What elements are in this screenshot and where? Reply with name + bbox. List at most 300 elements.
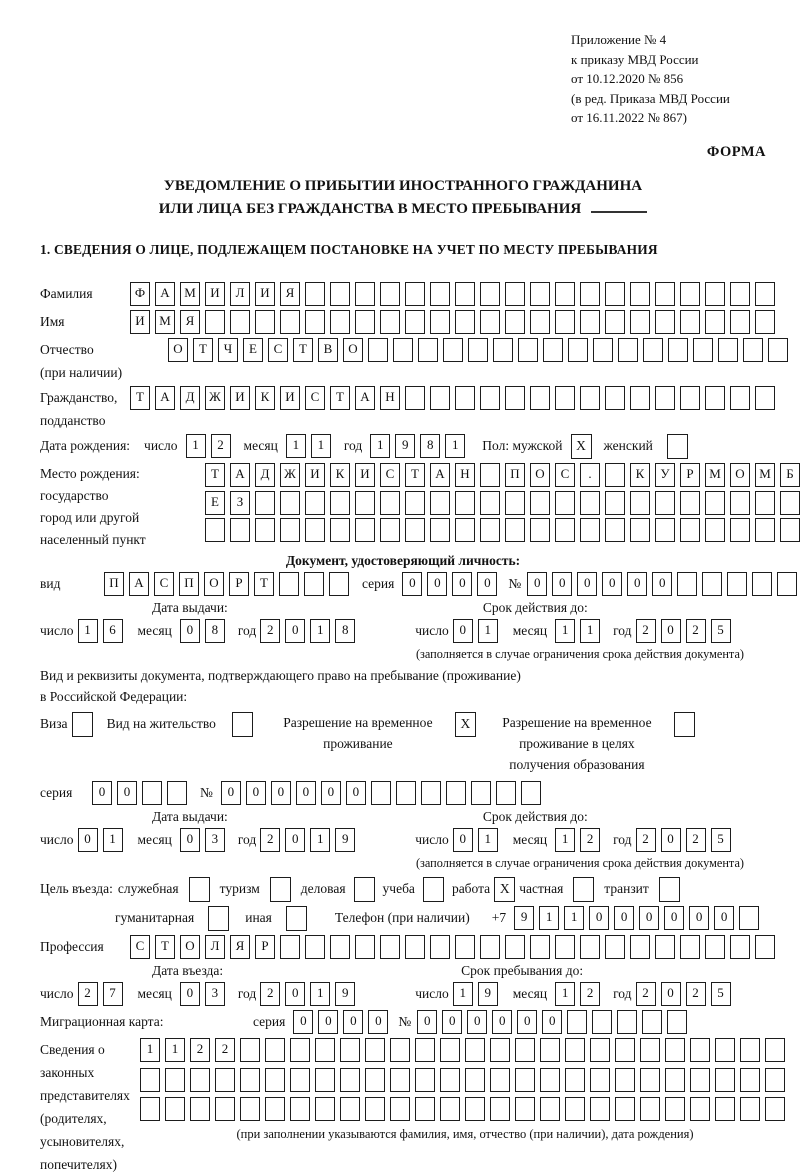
char-box[interactable] xyxy=(755,310,775,334)
char-box[interactable] xyxy=(455,386,475,410)
char-box[interactable]: 1 xyxy=(555,619,575,643)
char-box[interactable] xyxy=(555,282,575,306)
char-box[interactable]: П xyxy=(179,572,199,596)
char-box[interactable]: Т xyxy=(293,338,313,362)
char-box[interactable]: 8 xyxy=(335,619,355,643)
char-box[interactable] xyxy=(480,518,500,542)
char-box[interactable]: 0 xyxy=(552,572,572,596)
char-box[interactable]: 9 xyxy=(335,828,355,852)
char-box[interactable] xyxy=(505,491,525,515)
char-box[interactable]: 1 xyxy=(165,1038,185,1062)
char-box[interactable] xyxy=(355,518,375,542)
char-box[interactable] xyxy=(480,935,500,959)
char-box[interactable]: 1 xyxy=(310,982,330,1006)
char-box[interactable]: 2 xyxy=(78,982,98,1006)
char-box[interactable]: 0 xyxy=(92,781,112,805)
char-box[interactable] xyxy=(430,935,450,959)
char-box[interactable] xyxy=(690,1038,710,1062)
char-box[interactable] xyxy=(605,518,625,542)
char-box[interactable] xyxy=(640,1068,660,1092)
char-box[interactable] xyxy=(565,1038,585,1062)
char-box[interactable] xyxy=(567,1010,587,1034)
char-box[interactable] xyxy=(690,1097,710,1121)
char-box[interactable] xyxy=(505,935,525,959)
char-box[interactable] xyxy=(290,1068,310,1092)
char-box[interactable] xyxy=(440,1038,460,1062)
char-box[interactable] xyxy=(140,1097,160,1121)
char-box[interactable] xyxy=(490,1097,510,1121)
char-box[interactable]: 0 xyxy=(452,572,472,596)
char-box[interactable]: 2 xyxy=(686,619,706,643)
char-box[interactable] xyxy=(530,282,550,306)
char-box[interactable]: О xyxy=(168,338,188,362)
char-box[interactable] xyxy=(680,282,700,306)
char-box[interactable] xyxy=(780,518,800,542)
char-box[interactable]: К xyxy=(330,463,350,487)
char-box[interactable]: 0 xyxy=(318,1010,338,1034)
char-box[interactable] xyxy=(780,491,800,515)
char-box[interactable] xyxy=(555,310,575,334)
char-box[interactable]: 1 xyxy=(555,982,575,1006)
char-box[interactable]: 0 xyxy=(542,1010,562,1034)
char-box[interactable]: Н xyxy=(380,386,400,410)
char-box[interactable]: Т xyxy=(405,463,425,487)
char-box[interactable] xyxy=(480,282,500,306)
char-box[interactable] xyxy=(465,1068,485,1092)
char-box[interactable] xyxy=(365,1038,385,1062)
purpose-tourism-checkbox[interactable] xyxy=(270,877,291,902)
char-box[interactable] xyxy=(330,518,350,542)
char-box[interactable]: 1 xyxy=(478,619,498,643)
char-box[interactable]: 1 xyxy=(186,434,206,458)
char-box[interactable] xyxy=(668,338,688,362)
char-box[interactable] xyxy=(329,572,349,596)
char-box[interactable]: 1 xyxy=(78,619,98,643)
char-box[interactable] xyxy=(230,310,250,334)
char-box[interactable] xyxy=(480,386,500,410)
char-box[interactable]: 2 xyxy=(190,1038,210,1062)
char-box[interactable] xyxy=(280,518,300,542)
char-box[interactable] xyxy=(593,338,613,362)
char-box[interactable] xyxy=(555,935,575,959)
char-box[interactable] xyxy=(455,310,475,334)
char-box[interactable]: С xyxy=(154,572,174,596)
char-box[interactable] xyxy=(630,935,650,959)
char-box[interactable] xyxy=(665,1038,685,1062)
char-box[interactable]: М xyxy=(155,310,175,334)
char-box[interactable] xyxy=(505,282,525,306)
char-box[interactable] xyxy=(580,282,600,306)
char-box[interactable] xyxy=(430,518,450,542)
char-box[interactable] xyxy=(615,1068,635,1092)
char-box[interactable] xyxy=(680,386,700,410)
char-box[interactable]: Я xyxy=(230,935,250,959)
char-box[interactable] xyxy=(255,518,275,542)
char-box[interactable]: Ф xyxy=(130,282,150,306)
char-box[interactable]: 1 xyxy=(311,434,331,458)
char-box[interactable] xyxy=(315,1038,335,1062)
char-box[interactable] xyxy=(730,935,750,959)
char-box[interactable]: 0 xyxy=(664,906,684,930)
char-box[interactable] xyxy=(330,491,350,515)
char-box[interactable] xyxy=(255,491,275,515)
char-box[interactable] xyxy=(240,1097,260,1121)
char-box[interactable]: 1 xyxy=(453,982,473,1006)
char-box[interactable] xyxy=(655,282,675,306)
char-box[interactable]: 0 xyxy=(453,828,473,852)
char-box[interactable]: С xyxy=(305,386,325,410)
char-box[interactable] xyxy=(521,781,541,805)
char-box[interactable] xyxy=(615,1097,635,1121)
char-box[interactable]: 0 xyxy=(417,1010,437,1034)
char-box[interactable] xyxy=(505,386,525,410)
purpose-study-checkbox[interactable] xyxy=(423,877,444,902)
char-box[interactable]: 0 xyxy=(180,828,200,852)
char-box[interactable] xyxy=(680,935,700,959)
char-box[interactable]: И xyxy=(230,386,250,410)
char-box[interactable] xyxy=(415,1097,435,1121)
char-box[interactable]: Л xyxy=(205,935,225,959)
char-box[interactable]: 0 xyxy=(117,781,137,805)
char-box[interactable] xyxy=(415,1038,435,1062)
char-box[interactable]: . xyxy=(580,463,600,487)
char-box[interactable] xyxy=(365,1068,385,1092)
char-box[interactable]: И xyxy=(255,282,275,306)
char-box[interactable] xyxy=(142,781,162,805)
char-box[interactable]: 1 xyxy=(478,828,498,852)
char-box[interactable]: О xyxy=(204,572,224,596)
char-box[interactable]: 1 xyxy=(555,828,575,852)
char-box[interactable] xyxy=(739,906,759,930)
char-box[interactable]: 2 xyxy=(636,982,656,1006)
char-box[interactable]: 0 xyxy=(467,1010,487,1034)
sex-male-checkbox[interactable]: X xyxy=(571,434,592,459)
char-box[interactable]: Т xyxy=(155,935,175,959)
char-box[interactable]: 0 xyxy=(661,982,681,1006)
char-box[interactable] xyxy=(718,338,738,362)
char-box[interactable] xyxy=(455,935,475,959)
char-box[interactable] xyxy=(740,1038,760,1062)
char-box[interactable] xyxy=(305,935,325,959)
char-box[interactable] xyxy=(655,935,675,959)
char-box[interactable]: 0 xyxy=(78,828,98,852)
visa-checkbox[interactable] xyxy=(72,712,93,737)
char-box[interactable] xyxy=(490,1038,510,1062)
char-box[interactable] xyxy=(630,518,650,542)
char-box[interactable] xyxy=(730,491,750,515)
char-box[interactable] xyxy=(530,386,550,410)
char-box[interactable]: 2 xyxy=(260,982,280,1006)
char-box[interactable]: 9 xyxy=(395,434,415,458)
char-box[interactable] xyxy=(705,935,725,959)
char-box[interactable]: 0 xyxy=(285,828,305,852)
char-box[interactable]: И xyxy=(355,463,375,487)
char-box[interactable]: Б xyxy=(780,463,800,487)
char-box[interactable] xyxy=(430,282,450,306)
char-box[interactable] xyxy=(640,1097,660,1121)
char-box[interactable]: Ж xyxy=(280,463,300,487)
char-box[interactable]: 0 xyxy=(293,1010,313,1034)
char-box[interactable] xyxy=(690,1068,710,1092)
char-box[interactable] xyxy=(530,518,550,542)
char-box[interactable] xyxy=(755,282,775,306)
char-box[interactable] xyxy=(677,572,697,596)
char-box[interactable] xyxy=(755,386,775,410)
char-box[interactable]: Р xyxy=(680,463,700,487)
char-box[interactable]: 2 xyxy=(260,619,280,643)
char-box[interactable] xyxy=(540,1068,560,1092)
char-box[interactable] xyxy=(680,518,700,542)
char-box[interactable]: 0 xyxy=(296,781,316,805)
char-box[interactable]: М xyxy=(705,463,725,487)
char-box[interactable]: И xyxy=(205,282,225,306)
purpose-work-checkbox[interactable]: X xyxy=(494,877,515,902)
char-box[interactable] xyxy=(371,781,391,805)
char-box[interactable]: О xyxy=(530,463,550,487)
char-box[interactable] xyxy=(405,935,425,959)
char-box[interactable]: 0 xyxy=(271,781,291,805)
char-box[interactable] xyxy=(390,1068,410,1092)
char-box[interactable] xyxy=(505,310,525,334)
char-box[interactable] xyxy=(355,935,375,959)
char-box[interactable]: А xyxy=(230,463,250,487)
char-box[interactable] xyxy=(715,1038,735,1062)
char-box[interactable]: 2 xyxy=(636,828,656,852)
char-box[interactable] xyxy=(530,310,550,334)
char-box[interactable] xyxy=(215,1097,235,1121)
char-box[interactable] xyxy=(740,1068,760,1092)
char-box[interactable] xyxy=(555,386,575,410)
char-box[interactable] xyxy=(480,491,500,515)
char-box[interactable]: 0 xyxy=(285,619,305,643)
char-box[interactable]: С xyxy=(268,338,288,362)
char-box[interactable] xyxy=(305,491,325,515)
char-box[interactable] xyxy=(455,491,475,515)
char-box[interactable]: Н xyxy=(455,463,475,487)
char-box[interactable] xyxy=(580,935,600,959)
char-box[interactable] xyxy=(565,1068,585,1092)
char-box[interactable]: 2 xyxy=(636,619,656,643)
char-box[interactable] xyxy=(496,781,516,805)
char-box[interactable] xyxy=(555,518,575,542)
purpose-transit-checkbox[interactable] xyxy=(659,877,680,902)
char-box[interactable]: П xyxy=(505,463,525,487)
char-box[interactable] xyxy=(465,1097,485,1121)
char-box[interactable]: 2 xyxy=(215,1038,235,1062)
char-box[interactable] xyxy=(702,572,722,596)
char-box[interactable]: 0 xyxy=(602,572,622,596)
char-box[interactable]: 1 xyxy=(580,619,600,643)
char-box[interactable]: 2 xyxy=(211,434,231,458)
purpose-private-checkbox[interactable] xyxy=(573,877,594,902)
char-box[interactable]: 5 xyxy=(711,619,731,643)
char-box[interactable] xyxy=(396,781,416,805)
char-box[interactable] xyxy=(240,1068,260,1092)
char-box[interactable] xyxy=(730,518,750,542)
char-box[interactable] xyxy=(705,386,725,410)
char-box[interactable] xyxy=(290,1097,310,1121)
char-box[interactable] xyxy=(430,310,450,334)
char-box[interactable] xyxy=(605,386,625,410)
char-box[interactable] xyxy=(630,386,650,410)
char-box[interactable] xyxy=(380,935,400,959)
char-box[interactable] xyxy=(515,1068,535,1092)
char-box[interactable]: Л xyxy=(230,282,250,306)
char-box[interactable] xyxy=(305,310,325,334)
char-box[interactable]: 0 xyxy=(614,906,634,930)
char-box[interactable]: 6 xyxy=(103,619,123,643)
char-box[interactable] xyxy=(705,491,725,515)
char-box[interactable] xyxy=(540,1097,560,1121)
char-box[interactable] xyxy=(705,310,725,334)
char-box[interactable] xyxy=(390,1038,410,1062)
char-box[interactable] xyxy=(590,1038,610,1062)
char-box[interactable] xyxy=(340,1068,360,1092)
char-box[interactable]: С xyxy=(380,463,400,487)
char-box[interactable] xyxy=(393,338,413,362)
char-box[interactable] xyxy=(643,338,663,362)
char-box[interactable]: У xyxy=(655,463,675,487)
char-box[interactable]: 0 xyxy=(321,781,341,805)
char-box[interactable] xyxy=(665,1097,685,1121)
char-box[interactable]: Е xyxy=(205,491,225,515)
char-box[interactable] xyxy=(530,935,550,959)
char-box[interactable]: П xyxy=(104,572,124,596)
char-box[interactable] xyxy=(605,310,625,334)
sex-female-checkbox[interactable] xyxy=(667,434,688,459)
char-box[interactable] xyxy=(455,518,475,542)
char-box[interactable] xyxy=(255,310,275,334)
char-box[interactable] xyxy=(315,1097,335,1121)
char-box[interactable] xyxy=(715,1097,735,1121)
char-box[interactable]: 0 xyxy=(639,906,659,930)
char-box[interactable]: 5 xyxy=(711,828,731,852)
char-box[interactable] xyxy=(405,386,425,410)
char-box[interactable] xyxy=(765,1038,785,1062)
char-box[interactable] xyxy=(715,1068,735,1092)
char-box[interactable] xyxy=(340,1038,360,1062)
char-box[interactable] xyxy=(418,338,438,362)
char-box[interactable] xyxy=(740,1097,760,1121)
temp-residence-education-checkbox[interactable] xyxy=(674,712,695,737)
char-box[interactable] xyxy=(755,935,775,959)
char-box[interactable]: 0 xyxy=(652,572,672,596)
char-box[interactable]: З xyxy=(230,491,250,515)
char-box[interactable]: 1 xyxy=(539,906,559,930)
char-box[interactable]: 2 xyxy=(686,828,706,852)
char-box[interactable]: 0 xyxy=(246,781,266,805)
char-box[interactable] xyxy=(421,781,441,805)
char-box[interactable]: 0 xyxy=(577,572,597,596)
char-box[interactable]: И xyxy=(130,310,150,334)
char-box[interactable]: Ж xyxy=(205,386,225,410)
char-box[interactable] xyxy=(355,491,375,515)
char-box[interactable] xyxy=(315,1068,335,1092)
char-box[interactable] xyxy=(630,282,650,306)
char-box[interactable] xyxy=(568,338,588,362)
char-box[interactable]: 0 xyxy=(285,982,305,1006)
char-box[interactable] xyxy=(446,781,466,805)
char-box[interactable] xyxy=(580,491,600,515)
char-box[interactable]: 2 xyxy=(260,828,280,852)
char-box[interactable] xyxy=(590,1097,610,1121)
char-box[interactable]: А xyxy=(430,463,450,487)
char-box[interactable] xyxy=(590,1068,610,1092)
char-box[interactable] xyxy=(580,386,600,410)
char-box[interactable]: О xyxy=(343,338,363,362)
char-box[interactable]: 0 xyxy=(427,572,447,596)
char-box[interactable]: 2 xyxy=(686,982,706,1006)
char-box[interactable] xyxy=(405,491,425,515)
char-box[interactable] xyxy=(765,1097,785,1121)
char-box[interactable] xyxy=(465,1038,485,1062)
char-box[interactable] xyxy=(730,386,750,410)
char-box[interactable]: 0 xyxy=(627,572,647,596)
char-box[interactable]: Я xyxy=(180,310,200,334)
char-box[interactable] xyxy=(365,1097,385,1121)
char-box[interactable] xyxy=(617,1010,637,1034)
char-box[interactable]: 0 xyxy=(221,781,241,805)
temp-residence-checkbox[interactable]: X xyxy=(455,712,476,737)
char-box[interactable] xyxy=(730,282,750,306)
char-box[interactable] xyxy=(440,1097,460,1121)
char-box[interactable] xyxy=(468,338,488,362)
char-box[interactable]: А xyxy=(155,282,175,306)
char-box[interactable]: 0 xyxy=(527,572,547,596)
char-box[interactable] xyxy=(618,338,638,362)
char-box[interactable] xyxy=(280,935,300,959)
char-box[interactable] xyxy=(280,310,300,334)
char-box[interactable] xyxy=(555,491,575,515)
char-box[interactable] xyxy=(667,1010,687,1034)
char-box[interactable]: А xyxy=(355,386,375,410)
char-box[interactable] xyxy=(680,491,700,515)
char-box[interactable]: 0 xyxy=(453,619,473,643)
char-box[interactable] xyxy=(655,310,675,334)
char-box[interactable] xyxy=(280,491,300,515)
char-box[interactable] xyxy=(440,1068,460,1092)
char-box[interactable]: 1 xyxy=(310,619,330,643)
char-box[interactable] xyxy=(430,386,450,410)
char-box[interactable] xyxy=(240,1038,260,1062)
char-box[interactable] xyxy=(505,518,525,542)
char-box[interactable] xyxy=(471,781,491,805)
char-box[interactable] xyxy=(727,572,747,596)
purpose-business-checkbox[interactable] xyxy=(354,877,375,902)
char-box[interactable]: 2 xyxy=(580,982,600,1006)
char-box[interactable] xyxy=(415,1068,435,1092)
char-box[interactable]: 0 xyxy=(661,828,681,852)
char-box[interactable] xyxy=(167,781,187,805)
char-box[interactable]: Т xyxy=(330,386,350,410)
char-box[interactable] xyxy=(580,518,600,542)
char-box[interactable] xyxy=(330,282,350,306)
char-box[interactable]: 7 xyxy=(103,982,123,1006)
char-box[interactable] xyxy=(605,491,625,515)
char-box[interactable]: Т xyxy=(205,463,225,487)
char-box[interactable]: О xyxy=(180,935,200,959)
char-box[interactable] xyxy=(768,338,788,362)
char-box[interactable]: О xyxy=(730,463,750,487)
char-box[interactable]: 5 xyxy=(711,982,731,1006)
char-box[interactable]: 1 xyxy=(564,906,584,930)
char-box[interactable]: 3 xyxy=(205,982,225,1006)
char-box[interactable]: 2 xyxy=(580,828,600,852)
char-box[interactable] xyxy=(265,1038,285,1062)
char-box[interactable] xyxy=(405,310,425,334)
char-box[interactable] xyxy=(605,282,625,306)
char-box[interactable]: 8 xyxy=(205,619,225,643)
